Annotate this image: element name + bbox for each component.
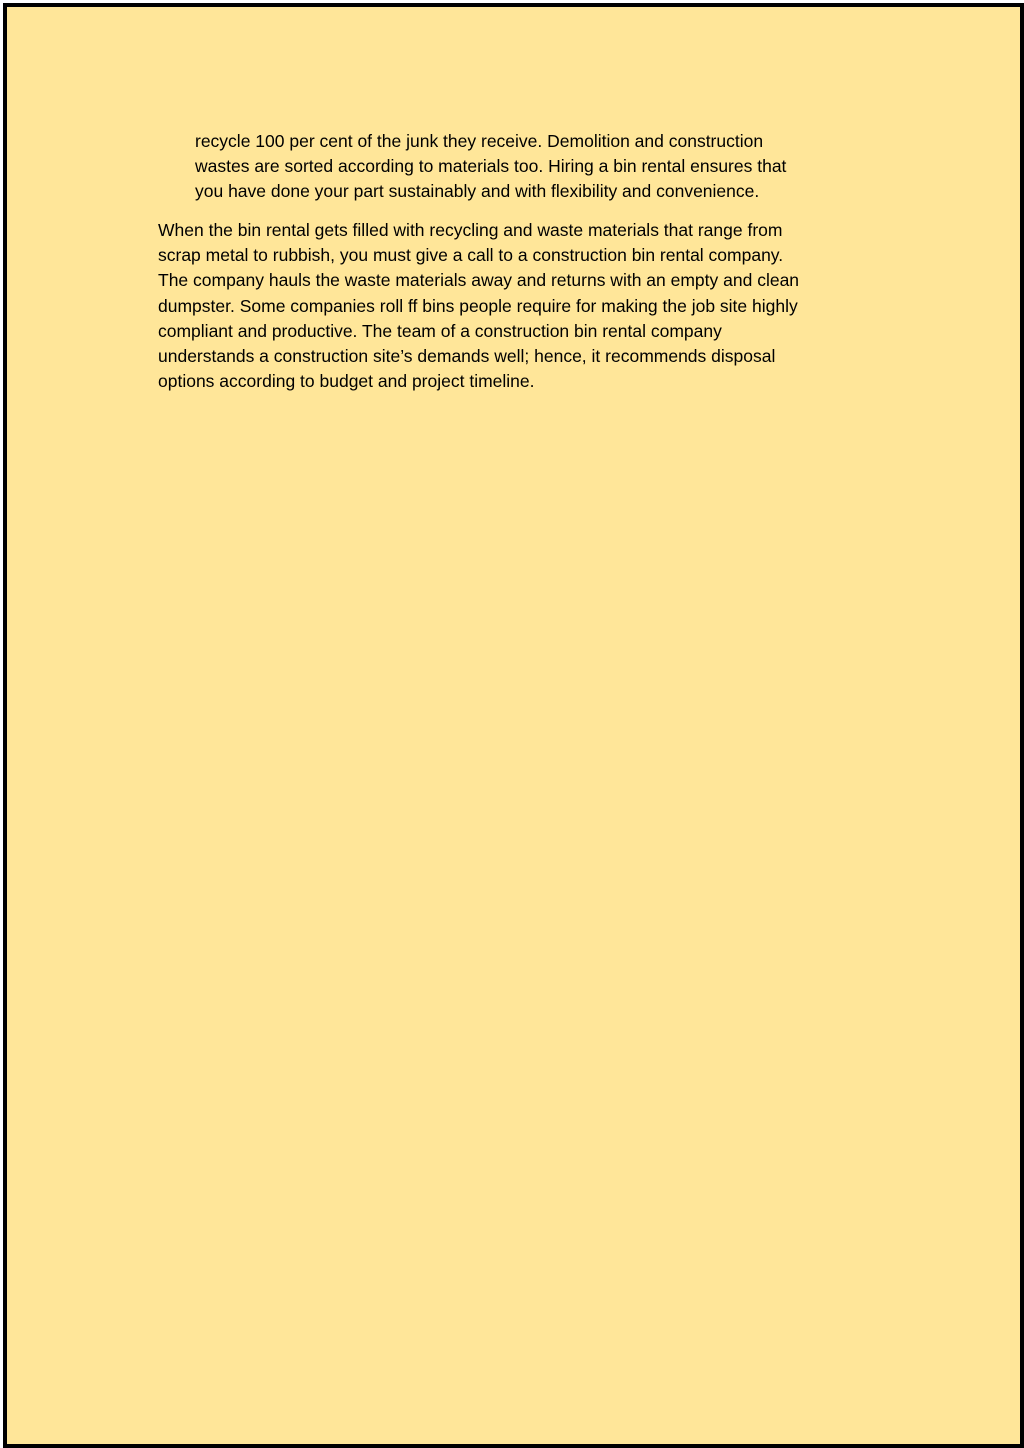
paragraph-bin-rental-service: When the bin rental gets filled with recycling and waste materials that range from scrap metal to rubbish, you must give a call to a construction bin rental company. The company hauls the waste materials away and returns with an empty and clean dumpster. Some companies roll ff bins people require for making the job site highly compliant and productive. The team of a construction bin rental company understands a construction site’s demands well; hence, it recommends disposal options according to budget and project timeline. — [158, 220, 800, 392]
document-page — [3, 3, 1024, 1448]
paragraph-recycling-continuation: recycle 100 per cent of the junk they receive. Demolition and construction wastes are sorted according to materials too. Hiring a bin rental ensures that you have done your part sustainably and with flexibility and convenience. — [195, 131, 787, 201]
